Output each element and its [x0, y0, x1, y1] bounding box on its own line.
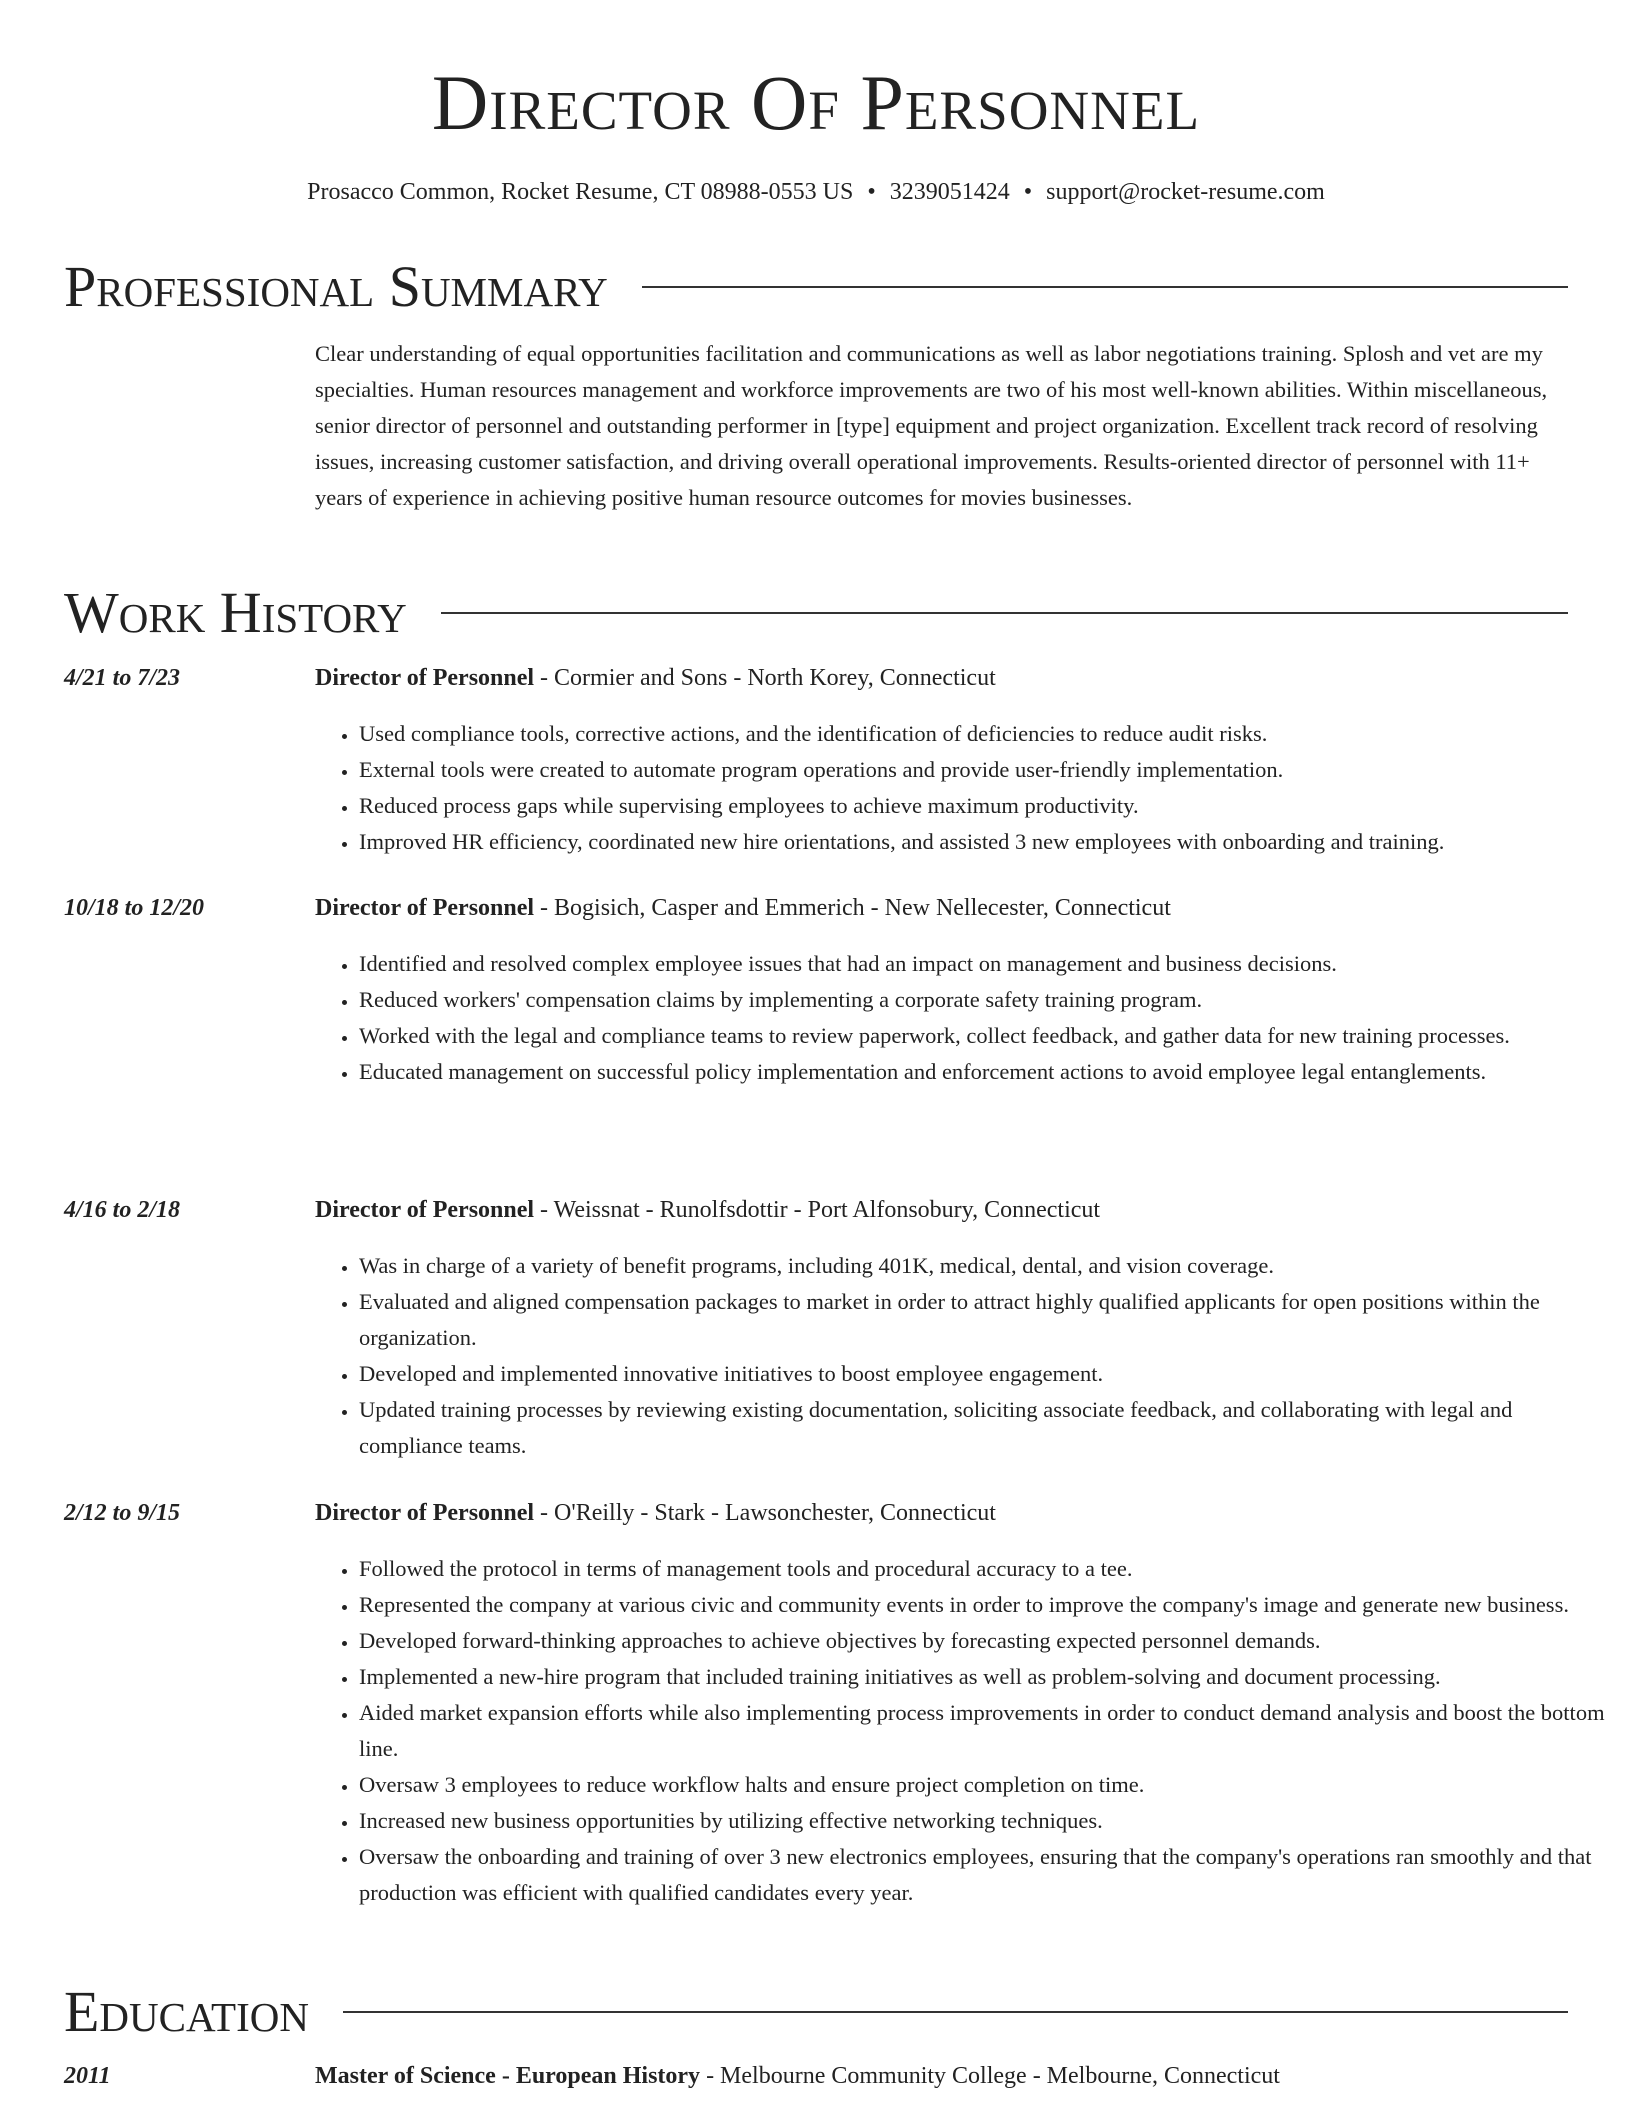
- education-heading: Education: [64, 1979, 309, 2044]
- job-bullet: • Worked with the legal and compliance teams to review paperwork, collect feedback, and gather data for new training processes.: [359, 1018, 1619, 1054]
- job-bullet: • Aided market expansion efforts while also implementing process improvements in order to conduct demand analysis and boost the bottom line.: [359, 1695, 1619, 1767]
- job-employer: - O'Reilly - Stark - Lawsonchester, Connecticut: [534, 1500, 996, 1526]
- education-section-header: [64, 1979, 1568, 2044]
- job-bullets: [315, 716, 1619, 860]
- job-bullet: • Implemented a new-hire program that included training initiatives as well as problem-solving and document processing.: [359, 1659, 1619, 1695]
- job-bullet: • Was in charge of a variety of benefit programs, including 401K, medical, dental, and vision coverage.: [359, 1248, 1619, 1284]
- job-bullets: [315, 946, 1619, 1090]
- contact-line: [64, 178, 1568, 207]
- job-bullet: • Increased new business opportunities by utilizing effective networking techniques.: [359, 1803, 1619, 1839]
- summary-section-header: [64, 254, 1568, 319]
- contact-separator: •: [1023, 178, 1033, 205]
- contact-separator: •: [867, 178, 876, 205]
- job-title: Director of Personnel: [315, 1197, 535, 1223]
- job-dates: 10/18 to 12/20: [64, 895, 205, 921]
- job-bullet: • Followed the protocol in terms of management tools and procedural accuracy to a tee.: [359, 1551, 1619, 1587]
- job-title: Director of Personnel: [315, 895, 535, 921]
- job-bullet: • Used compliance tools, corrective actions, and the identification of deficiencies to reduce audit risks.: [359, 716, 1619, 752]
- job-bullet: • Developed and implemented innovative initiatives to boost employee engagement.: [359, 1356, 1619, 1392]
- job-bullet: • Evaluated and aligned compensation packages to market in order to attract highly qualified applicants for open positions within the organization.: [359, 1284, 1619, 1356]
- job-employer: - Cormier and Sons - North Korey, Connecticut: [534, 665, 996, 691]
- job-bullet: • Updated training processes by reviewing existing documentation, soliciting associate feedback, and collaborating with legal and compliance teams.: [359, 1392, 1619, 1464]
- job-bullet: • Identified and resolved complex employee issues that had an impact on management and business decisions.: [359, 946, 1619, 982]
- job-bullet: • Improved HR efficiency, coordinated new hire orientations, and assisted 3 new employees with onboarding and training.: [359, 824, 1619, 860]
- work-section-header: [64, 580, 1568, 645]
- job-bullets: [315, 1248, 1619, 1464]
- job-title: Director of Personnel: [315, 665, 535, 691]
- job-bullet: • Represented the company at various civic and community events in order to improve the company's image and generate new business.: [359, 1587, 1619, 1623]
- summary-heading: Professional Summary: [64, 254, 608, 319]
- candidate-name: Director Of Personnel: [431, 59, 1201, 146]
- resume-page: [64, 0, 1605, 2089]
- job-bullet: • External tools were created to automate program operations and provide user-friendly implementation.: [359, 752, 1619, 788]
- summary-text: Clear understanding of equal opportunities facilitation and communications as well as labor negotiations training. Splosh and vet are my specialties. Human resources management and workforce improvements are two of his most well-known abilities. Within miscellaneous, senior director of personnel and outstanding performer in [type] equipment and project organization. Excellent track record of resolving issues, increasing customer satisfaction, and driving overall operational improvements. Results-oriented director of personnel with 11+ years of experience in achieving positive human resource outcomes for movies businesses.: [315, 341, 1548, 510]
- education-line: [315, 2060, 1575, 2092]
- section-divider: [441, 612, 1568, 614]
- job-bullet: • Reduced workers' compensation claims by implementing a corporate safety training program.: [359, 982, 1619, 1018]
- education-school: - Melbourne Community College - Melbourne, Connecticut: [700, 2063, 1280, 2089]
- job-dates: 2/12 to 9/15: [64, 1500, 181, 1526]
- education-degree: Master of Science - European History: [315, 2063, 701, 2089]
- job-employer: - Weissnat - Runolfsdottir - Port Alfonsobury, Connecticut: [534, 1197, 1101, 1223]
- job-bullet: • Developed forward-thinking approaches to achieve objectives by forecasting expected personnel demands.: [359, 1623, 1619, 1659]
- work-heading: Work History: [64, 580, 407, 645]
- job-dates: 4/16 to 2/18: [64, 1197, 181, 1223]
- job-bullets: [315, 1551, 1619, 1911]
- education-year: 2011: [64, 2063, 111, 2089]
- job-title-line: [315, 1194, 1575, 1226]
- contact-phone: 3239051424: [889, 178, 1010, 205]
- section-divider: [642, 286, 1568, 288]
- job-title-line: [315, 892, 1575, 924]
- job-bullet: • Educated management on successful policy implementation and enforcement actions to avoid employee legal entanglements.: [359, 1054, 1619, 1090]
- job-bullet: • Oversaw the onboarding and training of over 3 new electronics employees, ensuring that the company's operations ran smoothly and that production was efficient with qualified candidates every year.: [359, 1839, 1619, 1911]
- contact-address: Prosacco Common, Rocket Resume, CT 08988-0553 US: [307, 178, 854, 205]
- job-bullet: • Reduced process gaps while supervising employees to achieve maximum productivity.: [359, 788, 1619, 824]
- section-divider: [343, 2011, 1568, 2013]
- job-title-line: [315, 662, 1575, 694]
- job-bullet: • Oversaw 3 employees to reduce workflow halts and ensure project completion on time.: [359, 1767, 1619, 1803]
- job-dates: 4/21 to 7/23: [64, 665, 181, 691]
- contact-email: support@rocket-resume.com: [1046, 178, 1325, 205]
- job-title: Director of Personnel: [315, 1500, 535, 1526]
- job-employer: - Bogisich, Casper and Emmerich - New Nellecester, Connecticut: [534, 895, 1171, 921]
- job-title-line: [315, 1497, 1575, 1529]
